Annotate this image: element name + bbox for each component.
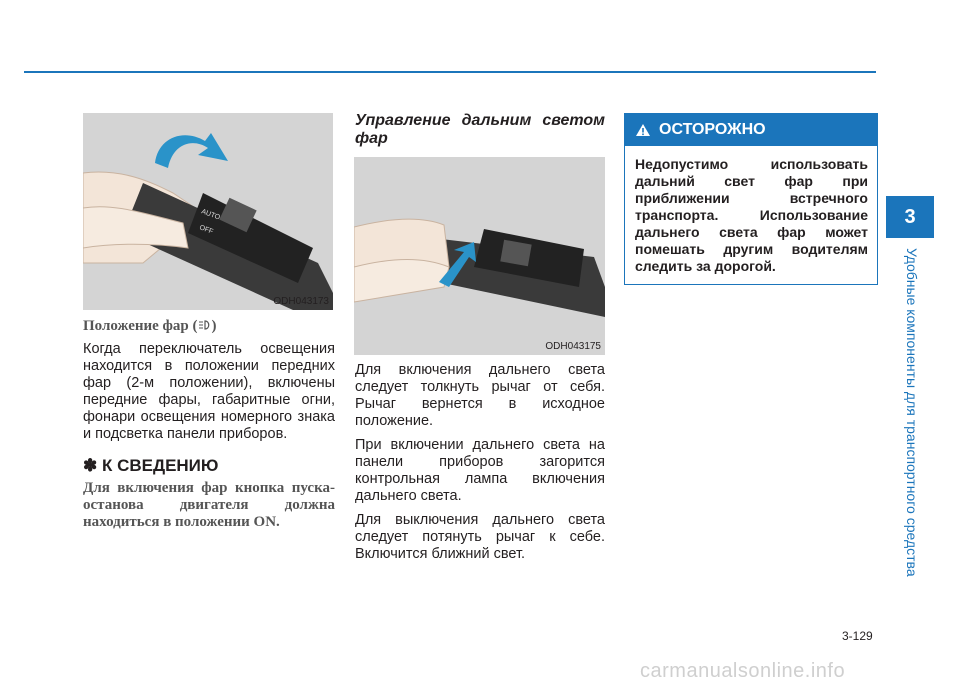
- figure2-label: ODH043175: [545, 341, 601, 352]
- auto-marking: AUTO: [200, 208, 221, 222]
- note-body: Для включения фар кнопка пуска-останова двигателя должна находиться в положении ON.: [83, 480, 335, 530]
- warning-box: [624, 113, 878, 285]
- figure-headlight-switch: [83, 113, 333, 310]
- section-tab: 3: [886, 196, 934, 238]
- page-number: 3-129: [842, 629, 873, 643]
- hand-push-illustration: [354, 157, 605, 355]
- warning-text: Недопустимо использовать дальний свет фар при приближении встречного транспорта. Использование дальнего света фар может помешать другим водителям следить за дорогой.: [635, 156, 868, 274]
- rotate-arrow-icon: [155, 133, 228, 168]
- heading-prefix: Положение фар (: [83, 318, 198, 334]
- headlight-position-text: Когда переключатель освещения находится в положении передних фар (2-м положении), включены передние фары, габаритные огни, фонари освещения номерного знака и подсветка панели приборов.: [83, 341, 335, 442]
- middle-column-top: [355, 112, 605, 162]
- off-marking: OFF: [198, 224, 214, 236]
- high-beam-para-1: Для включения дальнего света следует толкнуть рычаг от себя. Рычаг вернется в исходное положение.: [355, 362, 605, 429]
- heading-suffix: ): [211, 318, 217, 334]
- headlight-icon: [198, 319, 212, 331]
- warning-header: [625, 114, 877, 146]
- watermark: carmanualsonline.info: [640, 660, 846, 682]
- side-title: Удобные компоненты для транспортного средства: [904, 248, 920, 577]
- hand-lever-illustration: [83, 113, 333, 310]
- note-title: ✽ К СВЕДЕНИЮ: [83, 456, 219, 475]
- figure1-label: ODH043173: [273, 296, 329, 307]
- figure-high-beam: [354, 157, 605, 355]
- warning-title: ОСТОРОЖНО: [659, 121, 766, 138]
- top-rule: [24, 71, 876, 73]
- left-column: [83, 318, 335, 531]
- middle-column-body: [355, 362, 605, 570]
- high-beam-para-3: Для выключения дальнего света следует потянуть рычаг к себе. Включится ближний свет.: [355, 512, 605, 562]
- high-beam-para-2: При включении дальнего света на панели приборов загорится контрольная лампа включения дальнего света.: [355, 437, 605, 504]
- warning-triangle-icon: [635, 123, 651, 137]
- high-beam-title: Управление дальним светом фар: [355, 112, 605, 147]
- headlight-position-heading: [83, 318, 335, 335]
